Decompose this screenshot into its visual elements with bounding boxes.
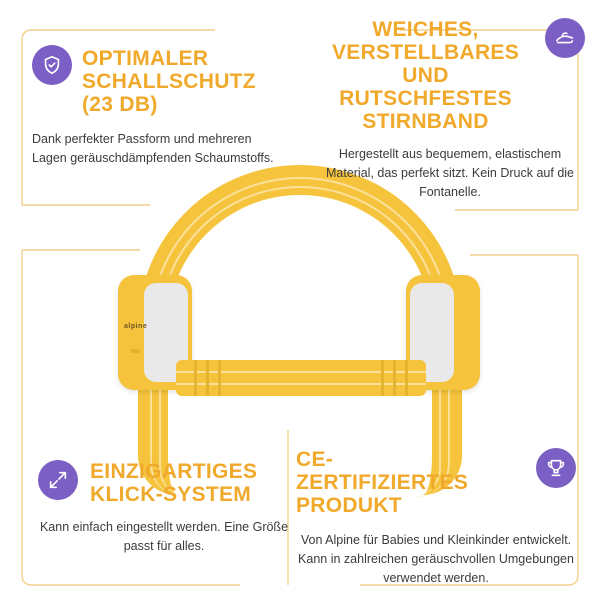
strap-notch bbox=[381, 360, 384, 396]
feature-header bbox=[315, 18, 585, 133]
strap-notch bbox=[206, 360, 209, 396]
feature-sound-protection bbox=[32, 45, 287, 168]
feature-body: Von Alpine für Babies und Kleinkinder entwickelt. Kann in zahlreichen geräuschvollen Umgebungen verwendet werden. bbox=[298, 533, 574, 585]
strap-stripe-1 bbox=[176, 371, 426, 373]
earcup-left-detail bbox=[130, 349, 140, 353]
strap-notch bbox=[194, 360, 197, 396]
feature-title: OPTIMALER SCHALLSCHUTZ (23 DB) bbox=[82, 47, 256, 116]
feature-ce-certified bbox=[296, 448, 576, 588]
feature-header bbox=[296, 448, 576, 517]
feature-title: WEICHES, VERSTELLBARES UND RUTSCHFESTES STIRNBAND bbox=[331, 18, 520, 133]
brand-mark-left: alpine bbox=[124, 323, 148, 330]
expand-arrows-icon bbox=[38, 460, 78, 500]
feature-click-system bbox=[38, 460, 290, 556]
trophy-icon bbox=[536, 448, 576, 488]
adjustable-strap bbox=[176, 360, 426, 396]
feature-body: Kann einfach eingestellt werden. Eine Größe passt für alles. bbox=[39, 520, 289, 553]
strap-notch bbox=[393, 360, 396, 396]
feature-headband bbox=[315, 18, 585, 202]
feature-title: CE-ZERTIFIZIERTES PRODUKT bbox=[296, 448, 469, 517]
feature-body: Dank perfekter Passform und mehreren Lagen geräuschdämpfenden Schaumstoffs. bbox=[32, 132, 274, 165]
hand-comfort-icon bbox=[545, 18, 585, 58]
shield-icon bbox=[32, 45, 72, 85]
feature-title: EINZIGARTIGES KLICK-SYSTEM bbox=[90, 460, 258, 506]
strap-stripe-2 bbox=[176, 383, 426, 385]
feature-body: Hergestellt aus bequemem, elastischem Material, das perfekt sitzt. Kein Druck auf die Fontanelle. bbox=[325, 147, 575, 199]
strap-notch bbox=[405, 360, 408, 396]
feature-header bbox=[32, 45, 287, 116]
strap-notch bbox=[218, 360, 221, 396]
feature-header bbox=[38, 460, 290, 506]
